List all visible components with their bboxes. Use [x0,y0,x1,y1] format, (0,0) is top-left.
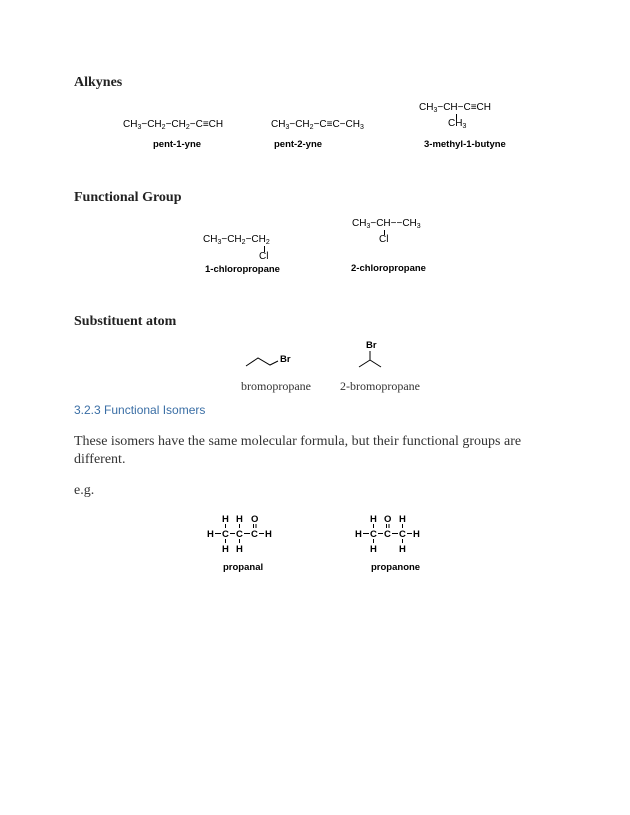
svg-text:H: H [370,514,377,525]
2-bromopropane-skeletal [355,350,385,370]
pent-1-yne-name: pent-1-yne [153,139,202,150]
2-bromopropane-br-label: Br [366,340,377,351]
svg-text:H: H [355,529,362,540]
functional-isomers-paragraph: These isomers have the same molecular formula, but their functional groups are different. [74,434,522,467]
svg-text:C: C [251,529,258,540]
2-chloropropane-structure: $CH_3-CH--CH_3$ [352,218,421,230]
svg-text:H: H [399,514,406,525]
svg-text:H: H [236,544,243,555]
svg-text:H: H [265,529,272,540]
svg-text:H: H [413,529,420,540]
substituent-atom-heading: Substituent atom [74,314,177,329]
bromopropane-skeletal [244,350,284,370]
propanal-name: propanal [223,562,264,573]
alkynes-heading: Alkynes [74,75,123,90]
pent-1-yne-structure: $CH_3-CH_2-CH_2-C\equiv CH$ [123,119,224,131]
pent-2-yne-structure: $CH_3-CH_2-C\equiv C-CH_3$ [271,119,364,131]
example-label: e.g. [74,483,95,498]
svg-text:C: C [384,529,391,540]
svg-text:H: H [207,529,214,540]
chlorine-atom: Cl [379,234,389,245]
svg-text:H: H [399,544,406,555]
propanone-structure [352,512,432,558]
propanal-structure [204,512,284,558]
methyl-branch: $CH_3$ [448,118,467,130]
svg-text:O: O [251,514,259,525]
2-chloropropane-name: 2-chloropropane [351,263,426,274]
pent-2-yne-name: pent-2-yne [274,139,323,150]
chlorine-atom: Cl [259,251,269,262]
functional-isomers-subheading: 3.2.3 Functional Isomers [74,403,206,417]
3-methyl-1-butyne-name: 3-methyl-1-butyne [424,139,506,150]
svg-text:C: C [236,529,243,540]
functional-group-heading: Functional Group [74,190,182,205]
svg-text:C: C [370,529,377,540]
svg-text:C: C [399,529,406,540]
svg-text:H: H [236,514,243,525]
svg-text:H: H [370,544,377,555]
propanone-name: propanone [371,562,421,573]
1-chloropropane-structure: $CH_3-CH_2-CH_2$ [203,234,270,246]
3-methyl-1-butyne-structure: $CH_3-CH-C\equiv CH$ [419,102,491,114]
1-chloropropane-name: 1-chloropropane [205,264,280,275]
2-bromopropane-name: 2-bromopropane [340,379,420,393]
bromopropane-name: bromopropane [241,379,311,393]
svg-text:H: H [222,514,229,525]
bromopropane-br-label: Br [280,354,291,365]
svg-text:H: H [222,544,229,555]
svg-text:O: O [384,514,392,525]
svg-text:C: C [222,529,229,540]
